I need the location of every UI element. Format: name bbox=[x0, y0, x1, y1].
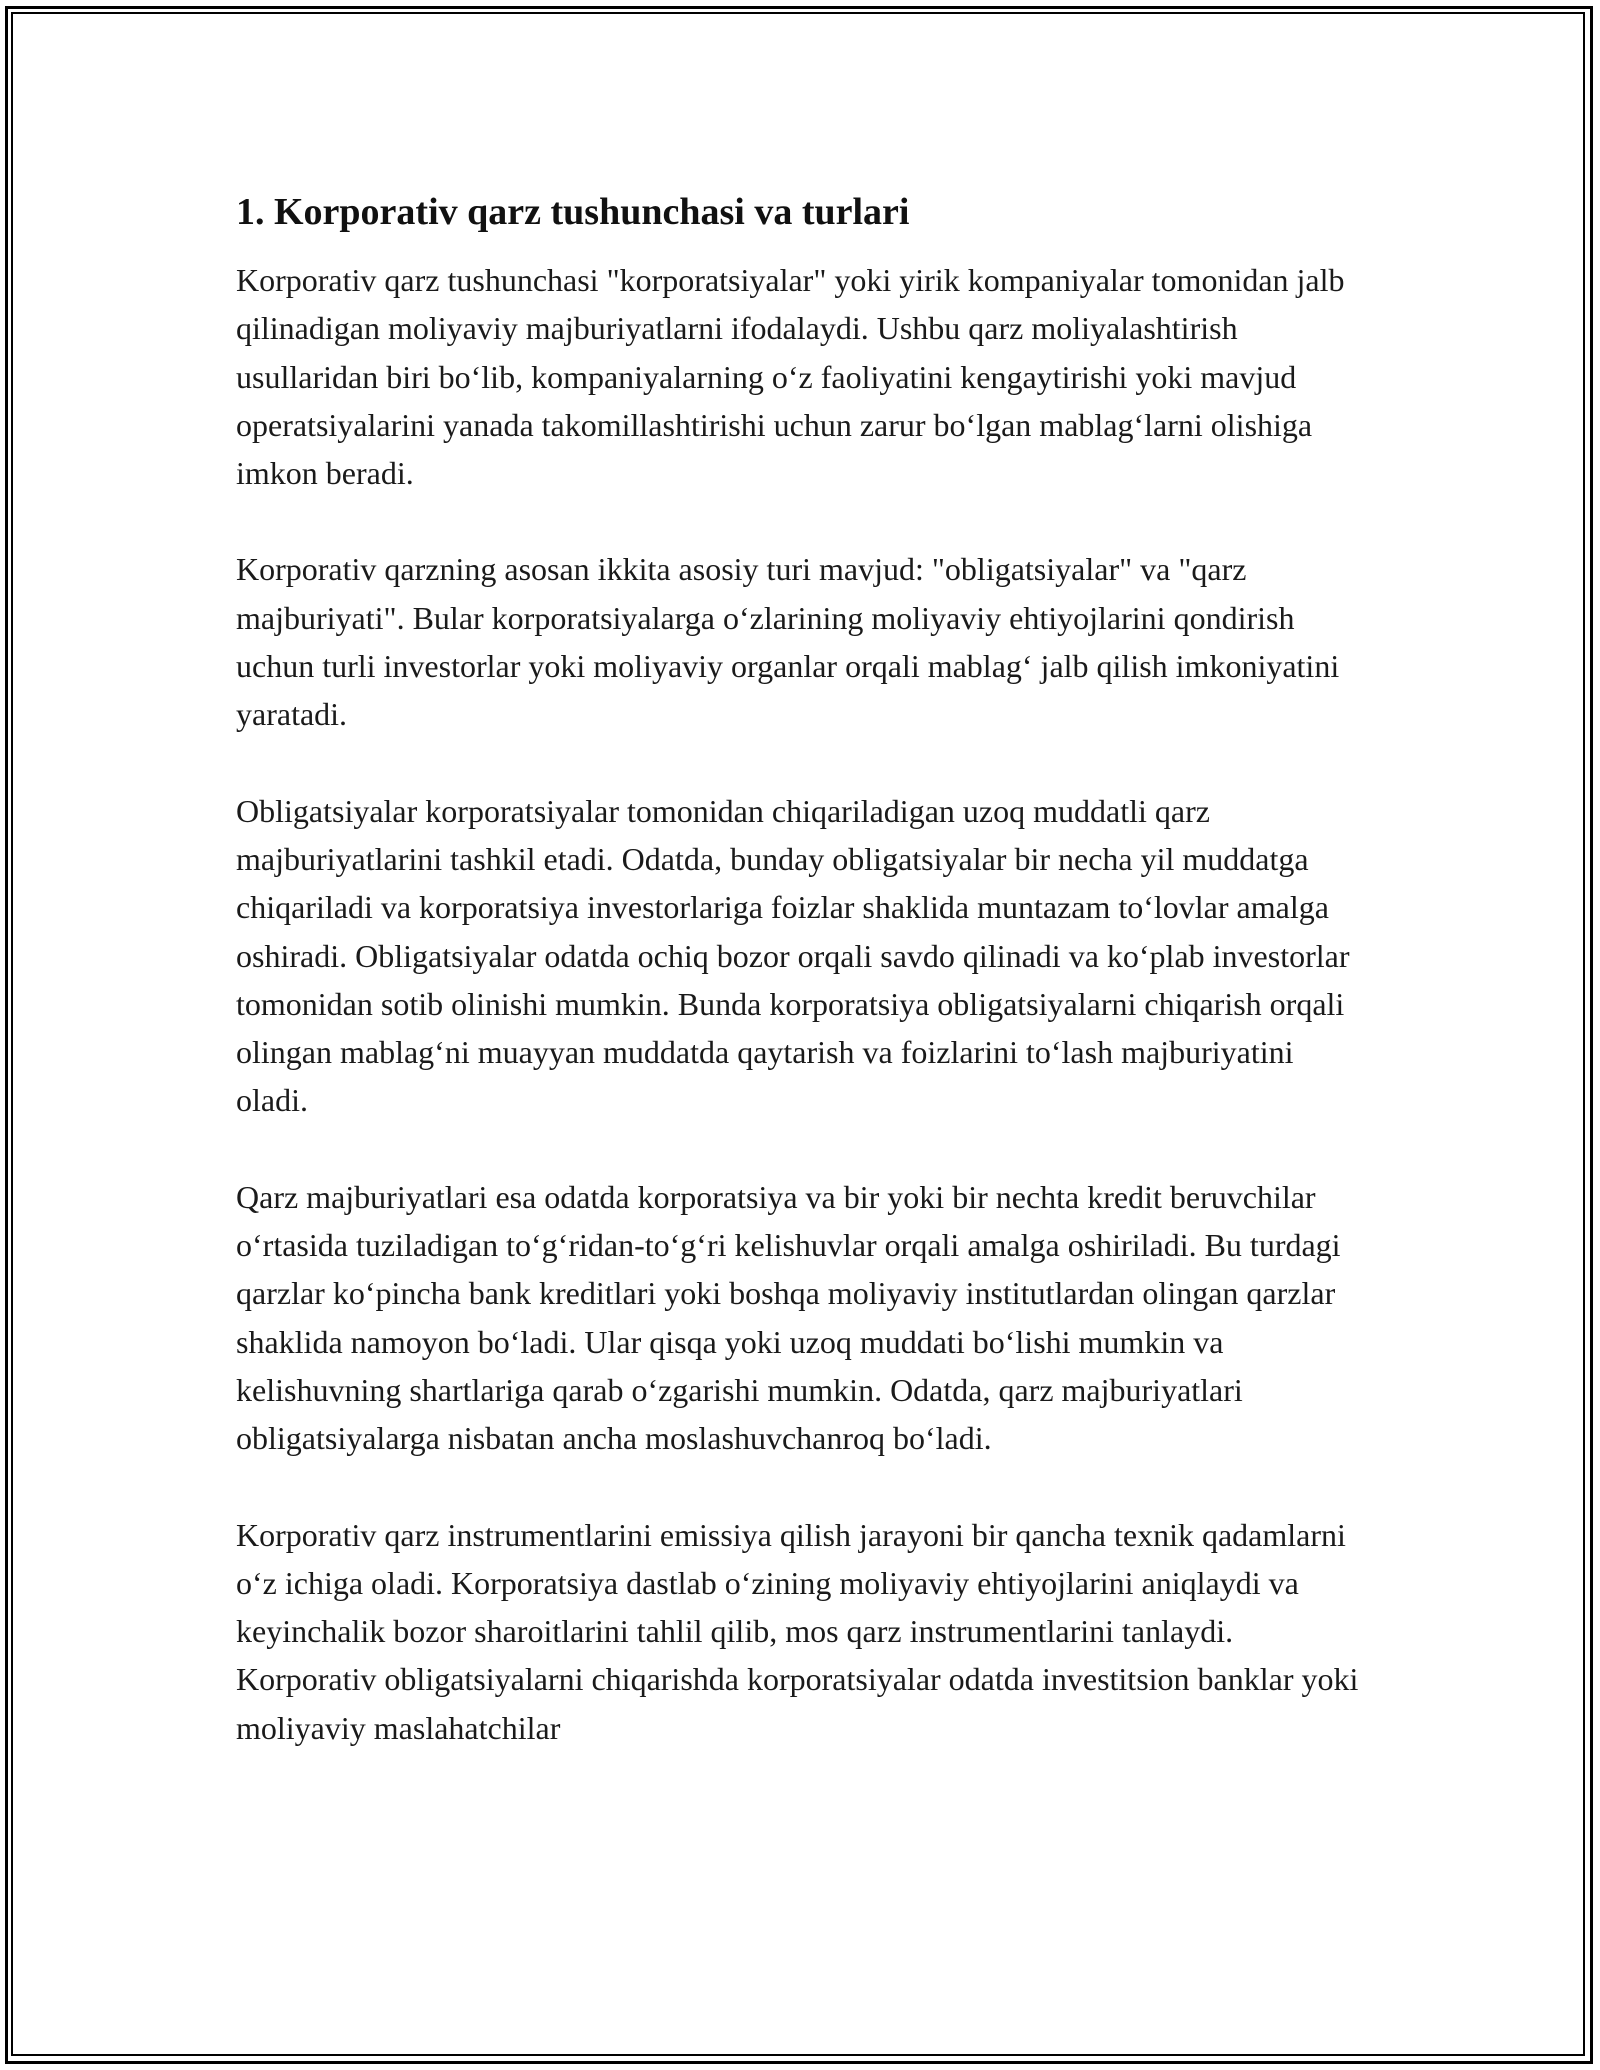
paragraph-1: Korporativ qarz tushunchasi "korporatsiyalar" yoki yirik kompaniyalar tomonidan jalb qilinadigan moliyaviy majburiyatlarni ifodalaydi. Ushbu qarz moliyalashtirish usullaridan biri bo‘lib, kompaniyalarning o‘z faoliyatini kengaytirishi yoki mavjud operatsiyalarini yanada takomillashtirishi uchun zarur bo‘lgan mablag‘larni olishiga imkon beradi. bbox=[236, 262, 1345, 492]
paragraph-4: Qarz majburiyatlari esa odatda korporatsiya va bir yoki bir nechta kredit beruvchilar o‘rtasida tuziladigan to‘g‘ridan-to‘g‘ri kelishuvlar orqali amalga oshiriladi. Bu turdagi qarzlar ko‘pincha bank kreditlari yoki boshqa moliyaviy institutlardan olingan qarzlar shaklida namoyon bo‘ladi. Ular qisqa yoki uzoq muddati bo‘lishi mumkin va kelishuvning shartlariga qarab o‘zgarishi mumkin. Odatda, qarz majburiyatlari obligatsiyalarga nisbatan ancha moslashuvchanroq bo‘ladi. bbox=[236, 1178, 1341, 1457]
paragraph-3: Obligatsiyalar korporatsiyalar tomonidan chiqariladigan uzoq muddatli qarz majburiyatlarini tashkil etadi. Odatda, bunday obligatsiyalar bir necha yil muddatga chiqariladi va korporatsiya investorlariga foizlar shaklida muntazam to‘lovlar amalga oshiradi. Obligatsiyalar odatda ochiq bozor orqali savdo qilinadi va ko‘plab investorlar tomonidan sotib olinishi mumkin. Bunda korporatsiya obligatsiyalarni chiqarish orqali olingan mablag‘ni muayyan muddatda qaytarish va foizlarini to‘lash majburiyatini oladi. bbox=[236, 792, 1350, 1119]
paragraph-5: Korporativ qarz instrumentlarini emissiya qilish jarayoni bir qancha texnik qadamlarni o‘z ichiga oladi. Korporatsiya dastlab o‘zining moliyaviy ehtiyojlarini aniqlaydi va keyinchalik bozor sharoitlarini tahlil qilib, mos qarz instrumentlarini tanlaydi. Korporativ obligatsiyalarni chiqarishda korporatsiyalar odatda investitsion banklar yoki moliyaviy maslahatchilar bbox=[236, 1516, 1359, 1746]
document-body bbox=[236, 186, 1364, 1752]
paragraph-2: Korporativ qarzning asosan ikkita asosiy turi mavjud: "obligatsiyalar" va "qarz majburiyati". Bular korporatsiyalarga o‘zlarining moliyaviy ehtiyojlarini qondirish uchun turli investorlar yoki moliyaviy organlar orqali mablag‘ jalb qilish imkoniyatini yaratadi. bbox=[236, 551, 1340, 733]
section-heading: 1. Korporativ qarz tushunchasi va turlari bbox=[236, 191, 910, 233]
